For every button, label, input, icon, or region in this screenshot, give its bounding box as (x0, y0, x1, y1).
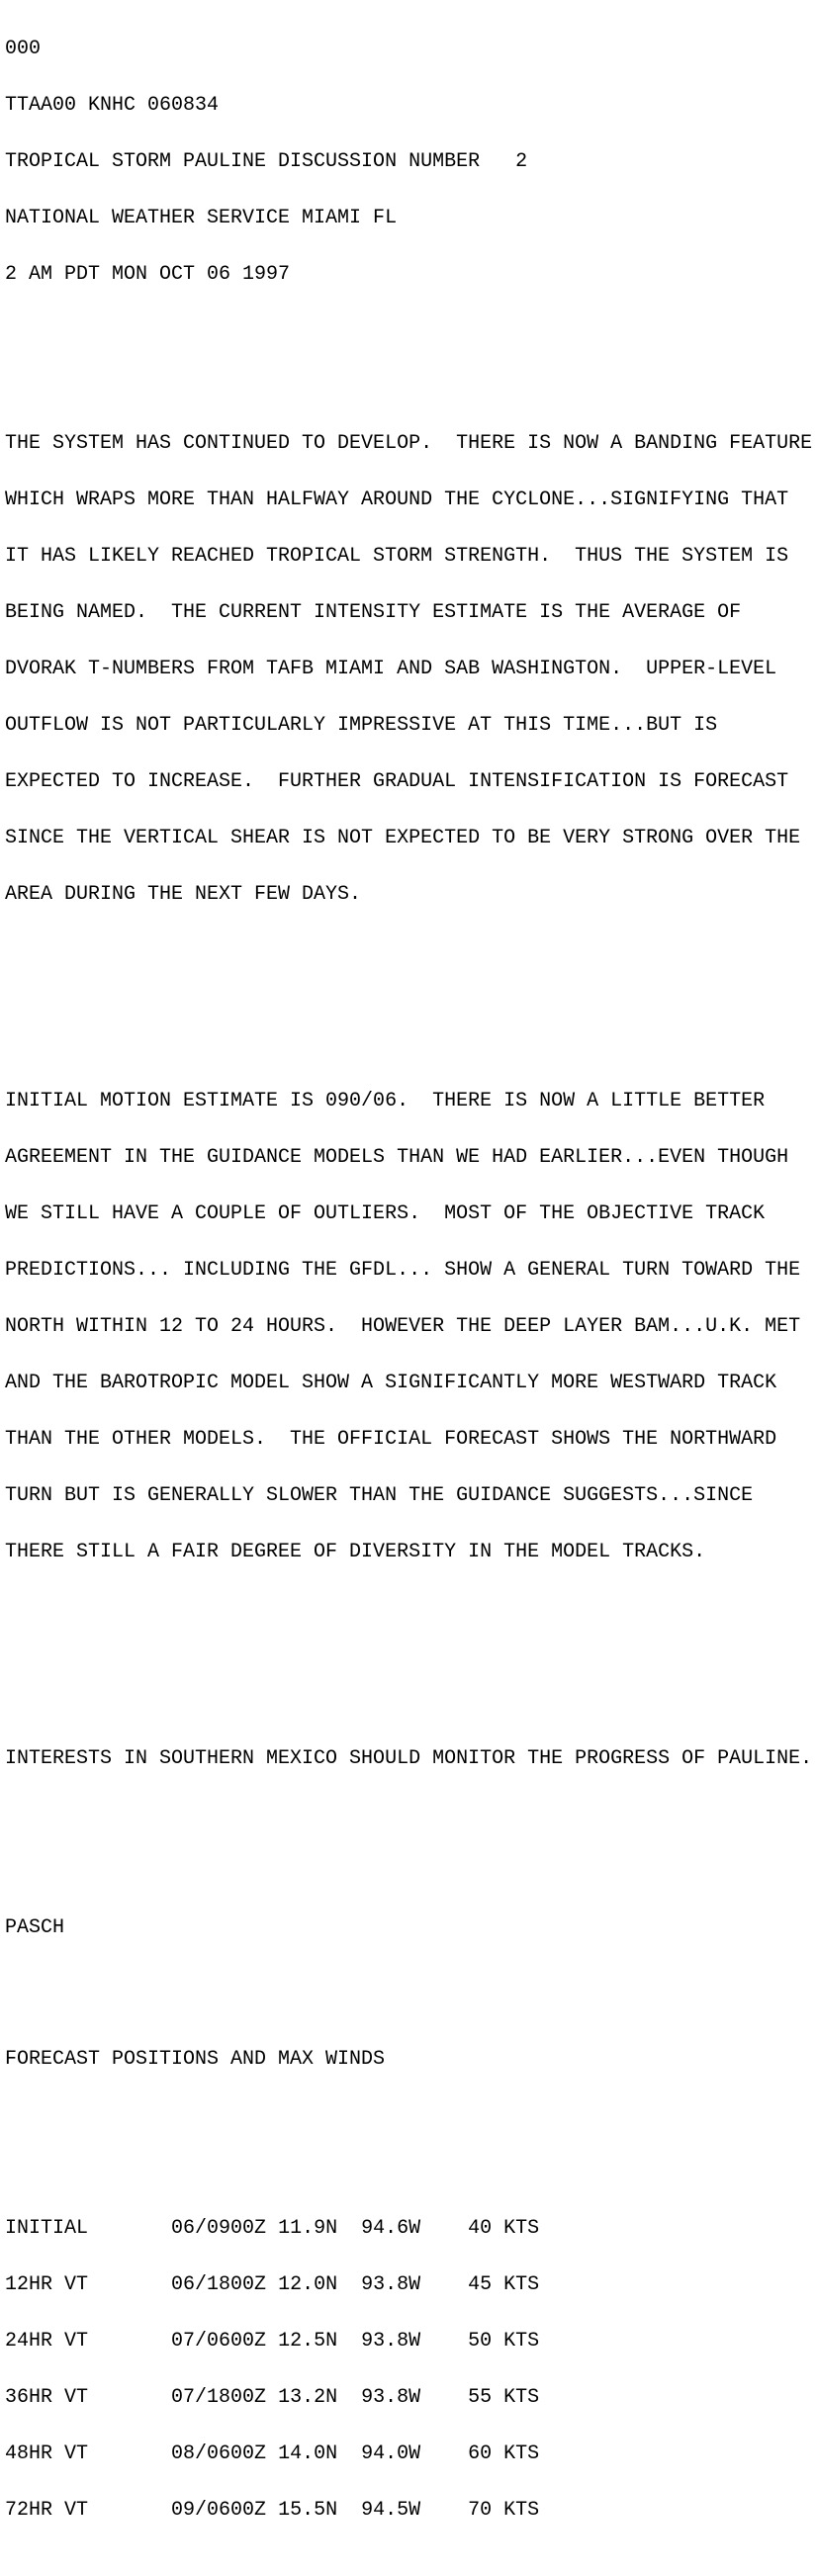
forecast-unit: KTS (503, 2386, 540, 2409)
text-line: EXPECTED TO INCREASE. FURTHER GRADUAL INTENSIFICATION IS FORECAST (5, 770, 789, 793)
forecast-label: INITIAL (5, 2217, 125, 2240)
forecast-unit: KTS (503, 2443, 540, 2465)
forecast-lon: 94.5W (361, 2499, 421, 2522)
text-line: SINCE THE VERTICAL SHEAR IS NOT EXPECTED TO BE VERY STRONG OVER THE (5, 827, 801, 849)
forecast-unit: KTS (503, 2330, 540, 2353)
forecast-unit: KTS (503, 2217, 540, 2240)
paragraph-motion (5, 1054, 812, 1599)
forecast-row (5, 2275, 812, 2294)
forecast-time: 06/0900Z (171, 2217, 267, 2240)
forecast-wind: 50 (468, 2330, 493, 2353)
forecast-lat: 14.0N (278, 2443, 338, 2465)
forecast-label: 48HR VT (5, 2443, 125, 2465)
paragraph-development (5, 397, 812, 941)
forecast-time: 07/0600Z (171, 2330, 267, 2353)
text-line: BEING NAMED. THE CURRENT INTENSITY ESTIMATE IS THE AVERAGE OF (5, 601, 742, 624)
forecast-wind: 40 (468, 2217, 493, 2240)
forecast-label: 24HR VT (5, 2330, 125, 2353)
forecast-lat: 12.5N (278, 2330, 338, 2353)
forecast-unit: KTS (503, 2273, 540, 2296)
forecast-label: 36HR VT (5, 2386, 125, 2409)
forecast-lon: 93.8W (361, 2386, 421, 2409)
forecast-lat: 15.5N (278, 2499, 338, 2522)
forecast-table (5, 2181, 812, 2557)
forecast-time: 07/1800Z (171, 2386, 267, 2409)
text-line: WE STILL HAVE A COUPLE OF OUTLIERS. MOST OF THE OBJECTIVE TRACK (5, 1202, 766, 1225)
text-line: PREDICTIONS... INCLUDING THE GFDL... SHOW A GENERAL TURN TOWARD THE (5, 1259, 801, 1282)
blank-line (5, 2106, 812, 2125)
forecast-lat: 13.2N (278, 2386, 338, 2409)
discussion-document (5, 2, 812, 2576)
forecast-wind: 60 (468, 2443, 493, 2465)
forecast-lat: 11.9N (278, 2217, 338, 2240)
issue-datetime: 2 AM PDT MON OCT 06 1997 (5, 263, 291, 286)
text-line: INTERESTS IN SOUTHERN MEXICO SHOULD MONITOR THE PROGRESS OF PAULINE. (5, 1747, 813, 1770)
forecast-wind: 45 (468, 2273, 493, 2296)
wmo-header: TTAA00 KNHC 060834 (5, 94, 220, 117)
text-line: AGREEMENT IN THE GUIDANCE MODELS THAN WE HAD EARLIER...EVEN THOUGH (5, 1146, 789, 1169)
forecast-time: 06/1800Z (171, 2273, 267, 2296)
forecast-wind: 70 (468, 2499, 493, 2522)
forecast-heading: FORECAST POSITIONS AND MAX WINDS (5, 2048, 386, 2071)
text-line: THE SYSTEM HAS CONTINUED TO DEVELOP. THERE IS NOW A BANDING FEATURE (5, 432, 813, 455)
text-line: THAN THE OTHER MODELS. THE OFFICIAL FORECAST SHOWS THE NORTHWARD (5, 1428, 777, 1451)
product-code: 000 (5, 38, 42, 60)
forecast-row (5, 2388, 812, 2407)
text-line: INITIAL MOTION ESTIMATE IS 090/06. THERE IS NOW A LITTLE BETTER (5, 1090, 766, 1112)
text-line: AREA DURING THE NEXT FEW DAYS. (5, 883, 362, 906)
forecaster-signature: PASCH (5, 1916, 65, 1939)
forecast-time: 08/0600Z (171, 2443, 267, 2465)
text-line: THERE STILL A FAIR DEGREE OF DIVERSITY IN THE MODEL TRACKS. (5, 1541, 706, 1563)
forecast-row (5, 2332, 812, 2351)
forecast-label: 12HR VT (5, 2273, 125, 2296)
issuing-office: NATIONAL WEATHER SERVICE MIAMI FL (5, 207, 398, 229)
blank-line (5, 1975, 812, 1994)
forecast-unit: KTS (503, 2499, 540, 2522)
forecast-lat: 12.0N (278, 2273, 338, 2296)
forecast-time: 09/0600Z (171, 2499, 267, 2522)
forecast-label: 72HR VT (5, 2499, 125, 2522)
blank-line (5, 321, 812, 340)
forecast-row (5, 2501, 812, 2520)
text-line: IT HAS LIKELY REACHED TROPICAL STORM STRENGTH. THUS THE SYSTEM IS (5, 545, 789, 568)
blank-line (5, 1843, 812, 1862)
blank-line (5, 979, 812, 998)
text-line: AND THE BAROTROPIC MODEL SHOW A SIGNIFICANTLY MORE WESTWARD TRACK (5, 1372, 777, 1394)
forecast-lon: 93.8W (361, 2273, 421, 2296)
forecast-lon: 93.8W (361, 2330, 421, 2353)
paragraph-interests (5, 1712, 812, 1806)
blank-line (5, 1637, 812, 1655)
forecast-wind: 55 (468, 2386, 493, 2409)
text-line: OUTFLOW IS NOT PARTICULARLY IMPRESSIVE AT THIS TIME...BUT IS (5, 714, 718, 737)
document-title: TROPICAL STORM PAULINE DISCUSSION NUMBER 2 (5, 150, 528, 173)
forecast-row (5, 2444, 812, 2463)
forecast-row (5, 2219, 812, 2238)
text-line: NORTH WITHIN 12 TO 24 HOURS. HOWEVER THE DEEP LAYER BAM...U.K. MET (5, 1315, 801, 1338)
forecast-lon: 94.6W (361, 2217, 421, 2240)
text-line: TURN BUT IS GENERALLY SLOWER THAN THE GUIDANCE SUGGESTS...SINCE (5, 1484, 754, 1507)
text-line: WHICH WRAPS MORE THAN HALFWAY AROUND THE CYCLONE...SIGNIFYING THAT (5, 489, 789, 511)
text-line: DVORAK T-NUMBERS FROM TAFB MIAMI AND SAB WASHINGTON. UPPER-LEVEL (5, 658, 777, 680)
forecast-lon: 94.0W (361, 2443, 421, 2465)
